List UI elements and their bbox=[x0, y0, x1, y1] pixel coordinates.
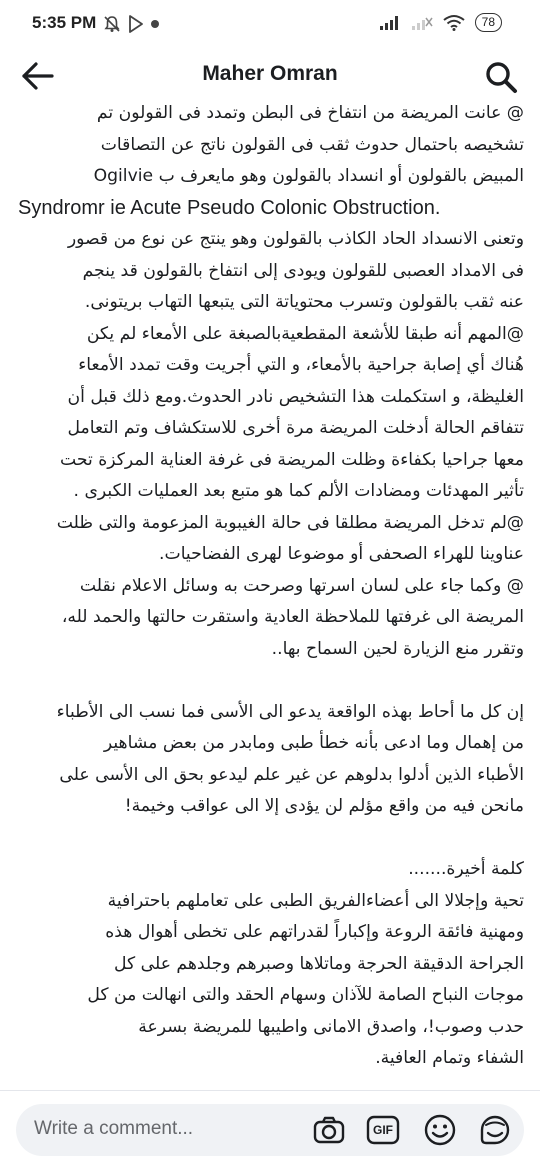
post-line: @ عانت المريضة من انتفاخ فى البطن وتمدد فى القولون تم bbox=[96, 104, 524, 123]
post-line: المريضة الى غرفتها للملاحظة العادية واستقرت حالتها والحمد لله، bbox=[61, 607, 524, 627]
post-text bbox=[18, 104, 524, 1075]
camera-icon[interactable] bbox=[312, 1113, 346, 1147]
post-line: مانحن فيه من واقع مؤلم لن يؤدى إلا الى عواقب وخيمة! bbox=[124, 796, 524, 816]
comment-placeholder: Write a comment... bbox=[34, 1118, 194, 1139]
post-content bbox=[0, 104, 540, 1104]
top-app-bar bbox=[0, 48, 540, 104]
signal-icon bbox=[379, 15, 401, 31]
post-line: @لم تدخل المريضة مطلقا فى حالة الغيبوبة المزعومة والتى ظلت bbox=[56, 512, 524, 533]
post-line: كلمة أخيرة....... bbox=[408, 859, 524, 879]
post-line: وتعنى الانسداد الحاد الكاذب بالقولون وهو ينتج عن نوع من قصور bbox=[67, 229, 524, 249]
status-icons-right bbox=[379, 13, 502, 32]
post-line: الأطباء الذين أدلوا بدلوهم عن غير علم ليدعو بحق الى الأسى على bbox=[59, 764, 524, 785]
signal-no-sim-icon bbox=[411, 15, 433, 31]
battery-icon: 78 bbox=[475, 13, 502, 32]
status-time: 5:35 PM bbox=[32, 13, 97, 32]
post-blank-line bbox=[18, 665, 524, 697]
post-line: من إهمال وما ادعى بأنه خطأ طبى ومابدر من بعض مشاهير bbox=[103, 733, 524, 753]
post-line: إن كل ما أحاط بهذه الواقعة يدعو الى الأسى فما نسب الى الأطباء bbox=[56, 701, 524, 722]
post-line: الشفاء وتمام العافية. bbox=[375, 1048, 524, 1068]
post-line: @المهم أنه طبقا للأشعة المقطعيةبالصبغة على الأمعاء لم يكن bbox=[86, 323, 524, 344]
search-icon[interactable] bbox=[484, 60, 518, 94]
post-line: عناوينا للهراء الصحفى أو موضوعا لهرى الفضاحيات. bbox=[159, 544, 524, 564]
gif-label: GIF bbox=[373, 1123, 393, 1137]
post-line: فى الامداد العصبى للقولون ويودى إلى انتفاخ بالقولون قد ينجم bbox=[82, 260, 524, 281]
play-store-icon bbox=[128, 15, 144, 33]
page-title: Maher Omran bbox=[202, 62, 338, 85]
post-line: المبيض بالقولون أو انسداد بالقولون وهو مايعرف ب Ogilvie bbox=[93, 166, 524, 186]
gif-icon[interactable] bbox=[366, 1113, 400, 1147]
post-line: موجات النباح الصامة للآذان وسهام الحقد والتى انهالت من كل bbox=[87, 985, 524, 1005]
post-line: وتقرر منع الزيارة لحين السماح بها.. bbox=[271, 638, 524, 659]
post-line: عنه ثقب بالقولون وتسرب محتوياتة التى يتبعها التهاب بريتونى. bbox=[84, 292, 524, 312]
post-line: تأثير المهدئات ومضادات الألم كما هو متبع بعد العمليات الكبرى . bbox=[73, 481, 524, 501]
emoji-icon[interactable] bbox=[423, 1113, 457, 1147]
sticker-icon[interactable] bbox=[478, 1113, 512, 1147]
post-line: هُناك أي إصابة جراحية بالأمعاء، و التي أجريت وقت تمدد الأمعاء bbox=[78, 355, 524, 375]
comment-bar bbox=[0, 1100, 540, 1170]
mute-bell-icon bbox=[102, 14, 122, 34]
status-icons-left bbox=[102, 14, 160, 34]
status-bar bbox=[0, 0, 540, 48]
wifi-icon bbox=[443, 14, 465, 31]
post-line: الجراحة الدقيقة الحرجة وماتلاها وصبرهم وجلدهم على كل bbox=[114, 953, 524, 974]
divider bbox=[0, 1090, 540, 1091]
post-line: تتفاقم الحالة أدخلت المريضة مرة أخرى للاستكشاف وتم التعامل bbox=[67, 418, 524, 438]
dot-icon bbox=[150, 19, 160, 29]
post-line: Syndromr ie Acute Pseudo Colonic Obstruction. bbox=[18, 196, 441, 219]
post-line: حدب وصوب!، واصدق الامانى واطيبها للمريضة بسرعة bbox=[138, 1016, 524, 1037]
post-line: ومهنية فائقة الروعة وإكباراً لقدراتهم على تخطى أهوال هذه bbox=[105, 922, 524, 942]
post-line: تشخيصه باحتمال حدوث ثقب فى القولون ناتج عن التصاقات bbox=[100, 134, 524, 155]
comment-input[interactable] bbox=[16, 1104, 524, 1156]
post-blank-line bbox=[18, 823, 524, 855]
post-line: معها جراحيا بكفاءة وظلت المريضة فى غرفة العناية المركزة تحت bbox=[60, 449, 524, 470]
post-line: @ وكما جاء على لسان اسرتها وصرحت به وسائل الاعلام نقلت bbox=[79, 575, 524, 596]
post-line: الغليظة، و استكملت هذا التشخيص نادر الحدوث.ومع ذلك قبل أن bbox=[67, 386, 524, 407]
post-line: تحية وإجلالا الى أعضاءالفريق الطبى على تعاملهم باحترافية bbox=[107, 890, 524, 911]
